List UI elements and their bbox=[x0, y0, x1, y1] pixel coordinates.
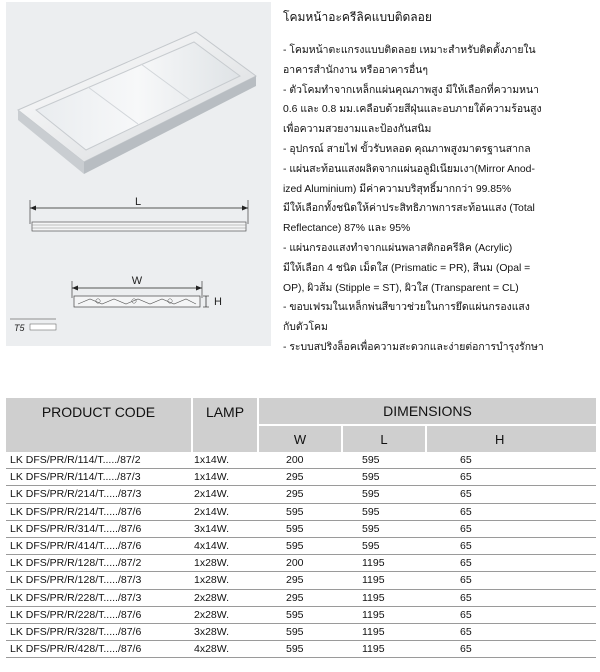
cell-length: 595 bbox=[342, 469, 426, 486]
cell-height: 65 bbox=[426, 452, 596, 469]
cell-length: 1195 bbox=[342, 623, 426, 640]
feature-line: อาคารสำนักงาน หรืออาคารอื่นๆ bbox=[283, 64, 428, 76]
feature-line: - แผ่นสะท้อนแสงผลิตจากแผ่นอลูมิเนียมเงา(Mirror Anod- bbox=[283, 163, 535, 175]
cell-width: 595 bbox=[258, 520, 342, 537]
cell-width: 595 bbox=[258, 641, 342, 658]
product-description bbox=[283, 8, 595, 358]
cell-product-code: LK DFS/PR/R/128/T...../87/2 bbox=[6, 555, 192, 572]
height-label: H bbox=[214, 296, 222, 308]
table-row bbox=[6, 537, 596, 554]
cell-lamp: 1x28W. bbox=[192, 555, 258, 572]
cell-product-code: LK DFS/PR/R/214/T...../87/6 bbox=[6, 503, 192, 520]
header-length: L bbox=[342, 425, 426, 452]
cell-lamp: 2x14W. bbox=[192, 486, 258, 503]
cell-height: 65 bbox=[426, 641, 596, 658]
luminaire-drawing bbox=[6, 2, 271, 346]
cell-length: 595 bbox=[342, 520, 426, 537]
table-row bbox=[6, 503, 596, 520]
table-row bbox=[6, 606, 596, 623]
length-dimension-drawing bbox=[30, 196, 248, 231]
header-width: W bbox=[258, 425, 342, 452]
cell-lamp: 4x28W. bbox=[192, 641, 258, 658]
table-row bbox=[6, 469, 596, 486]
cell-width: 595 bbox=[258, 503, 342, 520]
cell-length: 595 bbox=[342, 503, 426, 520]
header-product-code: PRODUCT CODE bbox=[6, 398, 192, 452]
cell-lamp: 2x28W. bbox=[192, 589, 258, 606]
cell-height: 65 bbox=[426, 606, 596, 623]
cell-height: 65 bbox=[426, 572, 596, 589]
cell-product-code: LK DFS/PR/R/114/T...../87/2 bbox=[6, 452, 192, 469]
feature-line: Reflectance) 87% และ 95% bbox=[283, 223, 411, 235]
table-row bbox=[6, 555, 596, 572]
feature-line: - อุปกรณ์ สายไฟ ขั้วรับหลอด คุณภาพสูงมาตรฐานสากล bbox=[283, 143, 531, 155]
header-lamp: LAMP bbox=[192, 398, 258, 452]
cell-lamp: 1x14W. bbox=[192, 469, 258, 486]
cell-height: 65 bbox=[426, 555, 596, 572]
cell-product-code: LK DFS/PR/R/328/T...../87/6 bbox=[6, 623, 192, 640]
feature-line: มีให้เลือก 4 ชนิด เม็ดใส (Prismatic = PR), สีนม (Opal = bbox=[283, 262, 531, 274]
cell-product-code: LK DFS/PR/R/114/T...../87/3 bbox=[6, 469, 192, 486]
header-height: H bbox=[426, 425, 596, 452]
section-dimension-drawing bbox=[72, 275, 222, 308]
table-row bbox=[6, 589, 596, 606]
cell-width: 200 bbox=[258, 452, 342, 469]
cell-width: 595 bbox=[258, 537, 342, 554]
cell-height: 65 bbox=[426, 486, 596, 503]
cell-product-code: LK DFS/PR/R/228/T...../87/6 bbox=[6, 606, 192, 623]
feature-line: กับตัวโคม bbox=[283, 322, 328, 334]
cell-product-code: LK DFS/PR/R/414/T...../87/6 bbox=[6, 537, 192, 554]
product-illustration bbox=[6, 2, 271, 346]
cell-product-code: LK DFS/PR/R/228/T...../87/3 bbox=[6, 589, 192, 606]
width-label: W bbox=[131, 275, 143, 287]
cell-product-code: LK DFS/PR/R/428/T...../87/6 bbox=[6, 641, 192, 658]
cell-product-code: LK DFS/PR/R/214/T...../87/3 bbox=[6, 486, 192, 503]
cell-height: 65 bbox=[426, 537, 596, 554]
description-title: โคมหน้าอะครีลิคแบบติดลอย bbox=[283, 10, 432, 24]
lamp-type-tag: T5 bbox=[14, 323, 25, 333]
cell-height: 65 bbox=[426, 589, 596, 606]
cell-lamp: 2x14W. bbox=[192, 503, 258, 520]
cell-height: 65 bbox=[426, 623, 596, 640]
table-row bbox=[6, 572, 596, 589]
header-dimensions: DIMENSIONS bbox=[258, 398, 596, 425]
feature-line: เพื่อความสวยงามและป้องกันสนิม bbox=[283, 124, 432, 136]
feature-list bbox=[283, 41, 595, 358]
cell-width: 295 bbox=[258, 486, 342, 503]
cell-length: 1195 bbox=[342, 589, 426, 606]
cell-lamp: 4x14W. bbox=[192, 537, 258, 554]
table-row bbox=[6, 452, 596, 469]
cell-length: 1195 bbox=[342, 641, 426, 658]
table-row bbox=[6, 623, 596, 640]
cell-height: 65 bbox=[426, 503, 596, 520]
cell-width: 295 bbox=[258, 469, 342, 486]
cell-length: 1195 bbox=[342, 572, 426, 589]
cell-width: 595 bbox=[258, 606, 342, 623]
cell-length: 595 bbox=[342, 537, 426, 554]
cell-product-code: LK DFS/PR/R/128/T...../87/3 bbox=[6, 572, 192, 589]
table-row bbox=[6, 486, 596, 503]
cell-length: 595 bbox=[342, 452, 426, 469]
length-label: L bbox=[134, 196, 142, 208]
feature-line: - ขอบเฟรมในเหล็กพ่นสีขาวช่วยในการยึดแผ่นกรองแสง bbox=[283, 302, 530, 314]
feature-line: ized Aluminium) มีค่าความบริสุทธิ์มากกว่า 99.85% bbox=[283, 183, 512, 195]
feature-line: - แผ่นกรองแสงทำจากแผ่นพลาสติกอครีลิค (Acrylic) bbox=[283, 242, 513, 254]
cell-height: 65 bbox=[426, 520, 596, 537]
cell-length: 595 bbox=[342, 486, 426, 503]
cell-lamp: 3x14W. bbox=[192, 520, 258, 537]
cell-lamp: 2x28W. bbox=[192, 606, 258, 623]
cell-lamp: 1x28W. bbox=[192, 572, 258, 589]
cell-length: 1195 bbox=[342, 606, 426, 623]
feature-line: - ตัวโคมทำจากเหล็กแผ่นคุณภาพสูง มีให้เลือกที่ความหนา bbox=[283, 84, 539, 96]
table-row bbox=[6, 641, 596, 658]
cell-lamp: 1x14W. bbox=[192, 452, 258, 469]
feature-line: - ระบบสปริงล็อคเพื่อความสะดวกและง่ายต่อการบำรุงรักษา bbox=[283, 341, 544, 353]
specification-table bbox=[6, 398, 596, 658]
feature-line: มีให้เลือกทั้งชนิดให้ค่าประสิทธิภาพการสะท้อนแสง (Total bbox=[283, 203, 535, 215]
cell-height: 65 bbox=[426, 469, 596, 486]
feature-line: 0.6 และ 0.8 มม.เคลือบด้วยสีฝุ่นและอบภายใต้ความร้อนสูง bbox=[283, 104, 542, 116]
cell-lamp: 3x28W. bbox=[192, 623, 258, 640]
cell-product-code: LK DFS/PR/R/314/T...../87/6 bbox=[6, 520, 192, 537]
cell-length: 1195 bbox=[342, 555, 426, 572]
fixture-3d-view bbox=[18, 32, 256, 174]
table-row bbox=[6, 520, 596, 537]
cell-width: 295 bbox=[258, 589, 342, 606]
cell-width: 295 bbox=[258, 572, 342, 589]
feature-line: - โคมหน้าตะแกรงแบบติดลอย เหมาะสำหรับติดตั้งภายใน bbox=[283, 45, 536, 56]
cell-width: 595 bbox=[258, 623, 342, 640]
feature-line: OP), ผิวส้ม (Stipple = ST), ผิวใส (Transparent = CL) bbox=[283, 282, 519, 294]
cell-width: 200 bbox=[258, 555, 342, 572]
